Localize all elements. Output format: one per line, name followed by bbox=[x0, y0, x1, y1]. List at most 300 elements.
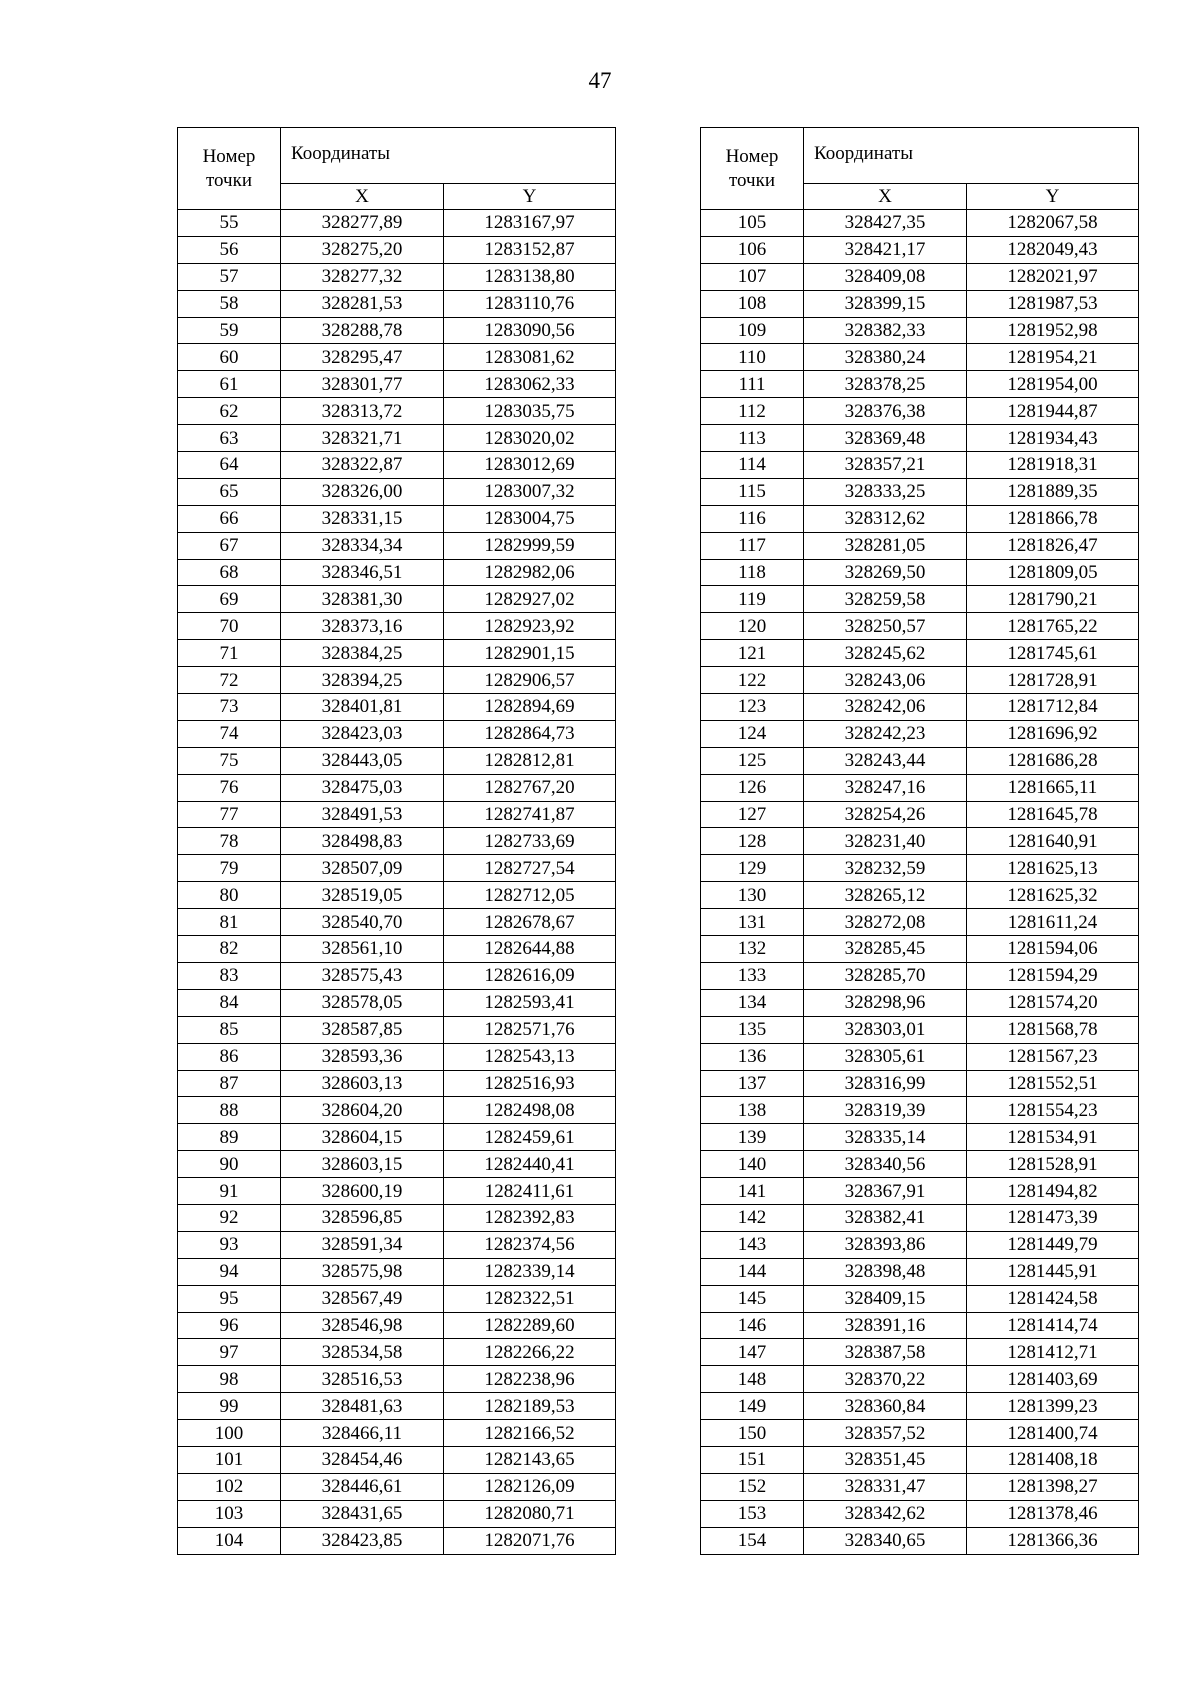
x-coordinate-cell: 328575,43 bbox=[281, 962, 444, 989]
table-row bbox=[701, 1312, 1139, 1339]
y-coordinate-cell: 1282901,15 bbox=[444, 640, 616, 667]
x-coordinate-cell: 328346,51 bbox=[281, 559, 444, 586]
x-coordinate-cell: 328603,15 bbox=[281, 1151, 444, 1178]
table-row bbox=[178, 371, 616, 398]
point-number-cell: 140 bbox=[701, 1151, 804, 1178]
table-row bbox=[178, 586, 616, 613]
table-row bbox=[701, 694, 1139, 721]
table-row bbox=[701, 1527, 1139, 1554]
table-row bbox=[701, 1016, 1139, 1043]
table-row bbox=[701, 613, 1139, 640]
table-row bbox=[701, 1097, 1139, 1124]
y-coordinate-cell: 1282049,43 bbox=[967, 236, 1139, 263]
table-row bbox=[178, 263, 616, 290]
y-coordinate-cell: 1283081,62 bbox=[444, 344, 616, 371]
x-coordinate-cell: 328340,56 bbox=[804, 1151, 967, 1178]
point-number-cell: 128 bbox=[701, 828, 804, 855]
y-header: Y bbox=[444, 184, 616, 210]
point-number-cell: 75 bbox=[178, 747, 281, 774]
point-number-cell: 117 bbox=[701, 532, 804, 559]
point-number-cell: 93 bbox=[178, 1231, 281, 1258]
y-coordinate-cell: 1281954,00 bbox=[967, 371, 1139, 398]
point-number-cell: 118 bbox=[701, 559, 804, 586]
point-number-cell: 106 bbox=[701, 236, 804, 263]
x-coordinate-cell: 328587,85 bbox=[281, 1016, 444, 1043]
y-coordinate-cell: 1281366,36 bbox=[967, 1527, 1139, 1554]
x-coordinate-cell: 328446,61 bbox=[281, 1473, 444, 1500]
y-coordinate-cell: 1281712,84 bbox=[967, 694, 1139, 721]
y-coordinate-cell: 1281568,78 bbox=[967, 1016, 1139, 1043]
x-coordinate-cell: 328247,16 bbox=[804, 774, 967, 801]
table-row bbox=[701, 667, 1139, 694]
x-coordinate-cell: 328519,05 bbox=[281, 882, 444, 909]
x-coordinate-cell: 328481,63 bbox=[281, 1393, 444, 1420]
point-number-cell: 84 bbox=[178, 989, 281, 1016]
point-number-cell: 119 bbox=[701, 586, 804, 613]
x-coordinate-cell: 328322,87 bbox=[281, 452, 444, 479]
point-number-cell: 77 bbox=[178, 801, 281, 828]
x-coordinate-cell: 328242,23 bbox=[804, 720, 967, 747]
y-coordinate-cell: 1282374,56 bbox=[444, 1231, 616, 1258]
y-coordinate-cell: 1282498,08 bbox=[444, 1097, 616, 1124]
point-number-cell: 56 bbox=[178, 236, 281, 263]
y-coordinate-cell: 1282593,41 bbox=[444, 989, 616, 1016]
x-coordinate-cell: 328250,57 bbox=[804, 613, 967, 640]
y-coordinate-cell: 1281934,43 bbox=[967, 425, 1139, 452]
y-coordinate-cell: 1281552,51 bbox=[967, 1070, 1139, 1097]
y-coordinate-cell: 1281625,32 bbox=[967, 882, 1139, 909]
y-coordinate-cell: 1281918,31 bbox=[967, 452, 1139, 479]
table-row bbox=[178, 1178, 616, 1205]
table-row bbox=[178, 1527, 616, 1554]
y-coordinate-cell: 1281400,74 bbox=[967, 1420, 1139, 1447]
table-row bbox=[178, 1393, 616, 1420]
x-coordinate-cell: 328466,11 bbox=[281, 1420, 444, 1447]
table-row bbox=[701, 774, 1139, 801]
y-coordinate-cell: 1281728,91 bbox=[967, 667, 1139, 694]
y-coordinate-cell: 1281414,74 bbox=[967, 1312, 1139, 1339]
table-row bbox=[701, 909, 1139, 936]
table-row bbox=[701, 1446, 1139, 1473]
point-number-cell: 61 bbox=[178, 371, 281, 398]
table-row bbox=[178, 1312, 616, 1339]
x-coordinate-cell: 328301,77 bbox=[281, 371, 444, 398]
table-row bbox=[701, 1366, 1139, 1393]
y-coordinate-cell: 1281866,78 bbox=[967, 505, 1139, 532]
table-row bbox=[178, 1473, 616, 1500]
point-number-cell: 76 bbox=[178, 774, 281, 801]
y-coordinate-cell: 1282982,06 bbox=[444, 559, 616, 586]
y-coordinate-cell: 1282864,73 bbox=[444, 720, 616, 747]
y-coordinate-cell: 1282543,13 bbox=[444, 1043, 616, 1070]
x-coordinate-cell: 328335,14 bbox=[804, 1124, 967, 1151]
point-number-cell: 101 bbox=[178, 1446, 281, 1473]
point-number-cell: 86 bbox=[178, 1043, 281, 1070]
table-row bbox=[178, 667, 616, 694]
table-row bbox=[178, 398, 616, 425]
table-row bbox=[178, 210, 616, 237]
y-coordinate-cell: 1283004,75 bbox=[444, 505, 616, 532]
y-coordinate-cell: 1282812,81 bbox=[444, 747, 616, 774]
x-coordinate-cell: 328370,22 bbox=[804, 1366, 967, 1393]
table-row bbox=[178, 532, 616, 559]
x-coordinate-cell: 328367,91 bbox=[804, 1178, 967, 1205]
x-coordinate-cell: 328604,15 bbox=[281, 1124, 444, 1151]
x-coordinate-cell: 328540,70 bbox=[281, 909, 444, 936]
point-number-cell: 147 bbox=[701, 1339, 804, 1366]
x-coordinate-cell: 328245,62 bbox=[804, 640, 967, 667]
y-coordinate-cell: 1282733,69 bbox=[444, 828, 616, 855]
point-number-cell: 95 bbox=[178, 1285, 281, 1312]
point-number-header: Номер точки bbox=[178, 128, 281, 210]
x-header: X bbox=[804, 184, 967, 210]
y-coordinate-cell: 1281594,29 bbox=[967, 962, 1139, 989]
x-coordinate-cell: 328269,50 bbox=[804, 559, 967, 586]
y-coordinate-cell: 1282923,92 bbox=[444, 613, 616, 640]
x-coordinate-cell: 328281,05 bbox=[804, 532, 967, 559]
table-row bbox=[701, 1393, 1139, 1420]
point-number-cell: 90 bbox=[178, 1151, 281, 1178]
point-number-cell: 65 bbox=[178, 478, 281, 505]
x-coordinate-cell: 328259,58 bbox=[804, 586, 967, 613]
point-number-cell: 124 bbox=[701, 720, 804, 747]
point-number-cell: 85 bbox=[178, 1016, 281, 1043]
point-number-cell: 142 bbox=[701, 1204, 804, 1231]
table-row bbox=[701, 1178, 1139, 1205]
x-coordinate-cell: 328231,40 bbox=[804, 828, 967, 855]
point-number-cell: 152 bbox=[701, 1473, 804, 1500]
point-number-cell: 80 bbox=[178, 882, 281, 909]
y-coordinate-cell: 1281408,18 bbox=[967, 1446, 1139, 1473]
y-coordinate-cell: 1282571,76 bbox=[444, 1016, 616, 1043]
x-coordinate-cell: 328454,46 bbox=[281, 1446, 444, 1473]
y-coordinate-cell: 1282616,09 bbox=[444, 962, 616, 989]
x-coordinate-cell: 328316,99 bbox=[804, 1070, 967, 1097]
table-row bbox=[178, 801, 616, 828]
y-coordinate-cell: 1282189,53 bbox=[444, 1393, 616, 1420]
y-coordinate-cell: 1281686,28 bbox=[967, 747, 1139, 774]
x-coordinate-cell: 328333,25 bbox=[804, 478, 967, 505]
table-row bbox=[701, 1070, 1139, 1097]
x-coordinate-cell: 328421,17 bbox=[804, 236, 967, 263]
point-number-cell: 151 bbox=[701, 1446, 804, 1473]
table-row bbox=[701, 263, 1139, 290]
point-number-cell: 107 bbox=[701, 263, 804, 290]
x-coordinate-cell: 328380,24 bbox=[804, 344, 967, 371]
coordinates-header: Координаты bbox=[281, 128, 616, 184]
y-coordinate-cell: 1281574,20 bbox=[967, 989, 1139, 1016]
point-number-cell: 69 bbox=[178, 586, 281, 613]
y-coordinate-cell: 1281745,61 bbox=[967, 640, 1139, 667]
point-number-cell: 81 bbox=[178, 909, 281, 936]
y-coordinate-cell: 1281534,91 bbox=[967, 1124, 1139, 1151]
y-coordinate-cell: 1281790,21 bbox=[967, 586, 1139, 613]
point-number-cell: 66 bbox=[178, 505, 281, 532]
table-row bbox=[701, 532, 1139, 559]
y-coordinate-cell: 1281640,91 bbox=[967, 828, 1139, 855]
table-row bbox=[701, 290, 1139, 317]
x-coordinate-cell: 328604,20 bbox=[281, 1097, 444, 1124]
y-coordinate-cell: 1281554,23 bbox=[967, 1097, 1139, 1124]
table-row bbox=[701, 747, 1139, 774]
point-number-cell: 82 bbox=[178, 936, 281, 963]
y-coordinate-cell: 1281987,53 bbox=[967, 290, 1139, 317]
x-coordinate-cell: 328409,08 bbox=[804, 263, 967, 290]
x-coordinate-cell: 328321,71 bbox=[281, 425, 444, 452]
point-number-cell: 60 bbox=[178, 344, 281, 371]
table-row bbox=[701, 586, 1139, 613]
x-coordinate-cell: 328491,53 bbox=[281, 801, 444, 828]
table-row bbox=[701, 505, 1139, 532]
x-coordinate-cell: 328561,10 bbox=[281, 936, 444, 963]
y-coordinate-cell: 1281645,78 bbox=[967, 801, 1139, 828]
page-number: 47 bbox=[588, 68, 612, 93]
y-coordinate-cell: 1281765,22 bbox=[967, 613, 1139, 640]
table-row bbox=[178, 1097, 616, 1124]
point-number-cell: 139 bbox=[701, 1124, 804, 1151]
table-row bbox=[701, 1231, 1139, 1258]
point-number-cell: 64 bbox=[178, 452, 281, 479]
y-coordinate-cell: 1281449,79 bbox=[967, 1231, 1139, 1258]
point-number-cell: 63 bbox=[178, 425, 281, 452]
table-row bbox=[701, 1473, 1139, 1500]
y-coordinate-cell: 1282238,96 bbox=[444, 1366, 616, 1393]
x-coordinate-cell: 328232,59 bbox=[804, 855, 967, 882]
x-coordinate-cell: 328331,47 bbox=[804, 1473, 967, 1500]
table-row bbox=[178, 962, 616, 989]
y-coordinate-cell: 1282999,59 bbox=[444, 532, 616, 559]
point-number-cell: 132 bbox=[701, 936, 804, 963]
point-number-cell: 154 bbox=[701, 1527, 804, 1554]
y-coordinate-cell: 1281567,23 bbox=[967, 1043, 1139, 1070]
x-coordinate-cell: 328360,84 bbox=[804, 1393, 967, 1420]
x-coordinate-cell: 328275,20 bbox=[281, 236, 444, 263]
y-coordinate-cell: 1281889,35 bbox=[967, 478, 1139, 505]
point-number-cell: 126 bbox=[701, 774, 804, 801]
x-coordinate-cell: 328398,48 bbox=[804, 1258, 967, 1285]
y-coordinate-cell: 1281528,91 bbox=[967, 1151, 1139, 1178]
point-number-cell: 114 bbox=[701, 452, 804, 479]
y-coordinate-cell: 1282289,60 bbox=[444, 1312, 616, 1339]
table-row bbox=[178, 936, 616, 963]
x-coordinate-cell: 328285,70 bbox=[804, 962, 967, 989]
table-row bbox=[178, 720, 616, 747]
x-coordinate-cell: 328567,49 bbox=[281, 1285, 444, 1312]
y-coordinate-cell: 1282440,41 bbox=[444, 1151, 616, 1178]
x-coordinate-cell: 328394,25 bbox=[281, 667, 444, 694]
y-coordinate-cell: 1282644,88 bbox=[444, 936, 616, 963]
x-coordinate-cell: 328295,47 bbox=[281, 344, 444, 371]
y-coordinate-cell: 1281809,05 bbox=[967, 559, 1139, 586]
y-header: Y bbox=[967, 184, 1139, 210]
y-coordinate-cell: 1282166,52 bbox=[444, 1420, 616, 1447]
table-row bbox=[701, 1258, 1139, 1285]
point-number-cell: 70 bbox=[178, 613, 281, 640]
point-number-cell: 73 bbox=[178, 694, 281, 721]
table-row bbox=[178, 1446, 616, 1473]
point-number-cell: 134 bbox=[701, 989, 804, 1016]
x-coordinate-cell: 328331,15 bbox=[281, 505, 444, 532]
y-coordinate-cell: 1282767,20 bbox=[444, 774, 616, 801]
table-row bbox=[178, 1258, 616, 1285]
table-row bbox=[178, 1204, 616, 1231]
table-row bbox=[178, 290, 616, 317]
table-row bbox=[701, 452, 1139, 479]
point-number-cell: 129 bbox=[701, 855, 804, 882]
y-coordinate-cell: 1282021,97 bbox=[967, 263, 1139, 290]
x-coordinate-cell: 328243,06 bbox=[804, 667, 967, 694]
y-coordinate-cell: 1283152,87 bbox=[444, 236, 616, 263]
table-row bbox=[701, 559, 1139, 586]
table-row bbox=[178, 1016, 616, 1043]
point-number-cell: 98 bbox=[178, 1366, 281, 1393]
table-row bbox=[701, 371, 1139, 398]
x-coordinate-cell: 328443,05 bbox=[281, 747, 444, 774]
x-coordinate-cell: 328313,72 bbox=[281, 398, 444, 425]
table-row bbox=[178, 882, 616, 909]
y-coordinate-cell: 1282071,76 bbox=[444, 1527, 616, 1554]
y-coordinate-cell: 1283035,75 bbox=[444, 398, 616, 425]
y-coordinate-cell: 1282080,71 bbox=[444, 1500, 616, 1527]
x-coordinate-cell: 328357,21 bbox=[804, 452, 967, 479]
table-row bbox=[701, 936, 1139, 963]
point-number-cell: 145 bbox=[701, 1285, 804, 1312]
point-number-cell: 99 bbox=[178, 1393, 281, 1420]
point-number-cell: 116 bbox=[701, 505, 804, 532]
x-coordinate-cell: 328334,34 bbox=[281, 532, 444, 559]
x-coordinate-cell: 328265,12 bbox=[804, 882, 967, 909]
x-coordinate-cell: 328351,45 bbox=[804, 1446, 967, 1473]
x-coordinate-cell: 328305,61 bbox=[804, 1043, 967, 1070]
y-coordinate-cell: 1281952,98 bbox=[967, 317, 1139, 344]
point-number-cell: 146 bbox=[701, 1312, 804, 1339]
point-number-cell: 100 bbox=[178, 1420, 281, 1447]
point-number-cell: 78 bbox=[178, 828, 281, 855]
x-coordinate-cell: 328391,16 bbox=[804, 1312, 967, 1339]
y-coordinate-cell: 1282741,87 bbox=[444, 801, 616, 828]
x-coordinate-cell: 328285,45 bbox=[804, 936, 967, 963]
x-coordinate-cell: 328596,85 bbox=[281, 1204, 444, 1231]
x-coordinate-cell: 328516,53 bbox=[281, 1366, 444, 1393]
point-number-cell: 122 bbox=[701, 667, 804, 694]
table-row bbox=[178, 1124, 616, 1151]
point-number-cell: 96 bbox=[178, 1312, 281, 1339]
x-coordinate-cell: 328507,09 bbox=[281, 855, 444, 882]
table-row bbox=[178, 613, 616, 640]
point-number-cell: 102 bbox=[178, 1473, 281, 1500]
y-coordinate-cell: 1281378,46 bbox=[967, 1500, 1139, 1527]
y-coordinate-cell: 1282678,67 bbox=[444, 909, 616, 936]
point-number-cell: 121 bbox=[701, 640, 804, 667]
x-coordinate-cell: 328376,38 bbox=[804, 398, 967, 425]
point-number-cell: 113 bbox=[701, 425, 804, 452]
x-coordinate-cell: 328254,26 bbox=[804, 801, 967, 828]
x-coordinate-cell: 328401,81 bbox=[281, 694, 444, 721]
y-coordinate-cell: 1282067,58 bbox=[967, 210, 1139, 237]
y-coordinate-cell: 1283138,80 bbox=[444, 263, 616, 290]
table-row bbox=[178, 1285, 616, 1312]
point-number-cell: 108 bbox=[701, 290, 804, 317]
table-row bbox=[178, 909, 616, 936]
table-row bbox=[701, 317, 1139, 344]
table-row bbox=[178, 989, 616, 1016]
x-coordinate-cell: 328578,05 bbox=[281, 989, 444, 1016]
table-row bbox=[701, 344, 1139, 371]
y-coordinate-cell: 1283062,33 bbox=[444, 371, 616, 398]
left-table-body bbox=[178, 210, 616, 1555]
point-number-cell: 143 bbox=[701, 1231, 804, 1258]
y-coordinate-cell: 1281403,69 bbox=[967, 1366, 1139, 1393]
table-row bbox=[178, 1500, 616, 1527]
table-row bbox=[701, 1124, 1139, 1151]
point-number-cell: 58 bbox=[178, 290, 281, 317]
coordinates-table-left bbox=[177, 127, 616, 1555]
y-coordinate-cell: 1282894,69 bbox=[444, 694, 616, 721]
table-row bbox=[178, 1231, 616, 1258]
point-number-cell: 62 bbox=[178, 398, 281, 425]
point-number-cell: 104 bbox=[178, 1527, 281, 1554]
x-coordinate-cell: 328593,36 bbox=[281, 1043, 444, 1070]
point-number-cell: 88 bbox=[178, 1097, 281, 1124]
table-row bbox=[701, 1420, 1139, 1447]
point-number-cell: 137 bbox=[701, 1070, 804, 1097]
point-number-cell: 127 bbox=[701, 801, 804, 828]
table-row bbox=[701, 828, 1139, 855]
point-number-cell: 136 bbox=[701, 1043, 804, 1070]
x-coordinate-cell: 328312,62 bbox=[804, 505, 967, 532]
x-coordinate-cell: 328475,03 bbox=[281, 774, 444, 801]
x-coordinate-cell: 328431,65 bbox=[281, 1500, 444, 1527]
y-coordinate-cell: 1282266,22 bbox=[444, 1339, 616, 1366]
y-coordinate-cell: 1282516,93 bbox=[444, 1070, 616, 1097]
x-coordinate-cell: 328243,44 bbox=[804, 747, 967, 774]
point-number-cell: 92 bbox=[178, 1204, 281, 1231]
x-coordinate-cell: 328288,78 bbox=[281, 317, 444, 344]
table-row bbox=[178, 559, 616, 586]
point-number-cell: 57 bbox=[178, 263, 281, 290]
table-row bbox=[178, 640, 616, 667]
table-row bbox=[701, 640, 1139, 667]
table-row bbox=[178, 774, 616, 801]
point-number-cell: 71 bbox=[178, 640, 281, 667]
x-coordinate-cell: 328498,83 bbox=[281, 828, 444, 855]
x-coordinate-cell: 328381,30 bbox=[281, 586, 444, 613]
table-row bbox=[178, 478, 616, 505]
table-row bbox=[178, 505, 616, 532]
table-row bbox=[701, 855, 1139, 882]
x-coordinate-cell: 328423,85 bbox=[281, 1527, 444, 1554]
table-row bbox=[701, 236, 1139, 263]
point-number-cell: 55 bbox=[178, 210, 281, 237]
x-header: X bbox=[281, 184, 444, 210]
point-number-cell: 148 bbox=[701, 1366, 804, 1393]
table-row bbox=[178, 452, 616, 479]
x-coordinate-cell: 328277,32 bbox=[281, 263, 444, 290]
x-coordinate-cell: 328242,06 bbox=[804, 694, 967, 721]
x-coordinate-cell: 328369,48 bbox=[804, 425, 967, 452]
coordinates-header: Координаты bbox=[804, 128, 1139, 184]
y-coordinate-cell: 1281594,06 bbox=[967, 936, 1139, 963]
y-coordinate-cell: 1282322,51 bbox=[444, 1285, 616, 1312]
y-coordinate-cell: 1281399,23 bbox=[967, 1393, 1139, 1420]
x-coordinate-cell: 328387,58 bbox=[804, 1339, 967, 1366]
y-coordinate-cell: 1281473,39 bbox=[967, 1204, 1139, 1231]
x-coordinate-cell: 328393,86 bbox=[804, 1231, 967, 1258]
point-number-cell: 79 bbox=[178, 855, 281, 882]
table-row bbox=[178, 694, 616, 721]
point-number-cell: 87 bbox=[178, 1070, 281, 1097]
y-coordinate-cell: 1283110,76 bbox=[444, 290, 616, 317]
